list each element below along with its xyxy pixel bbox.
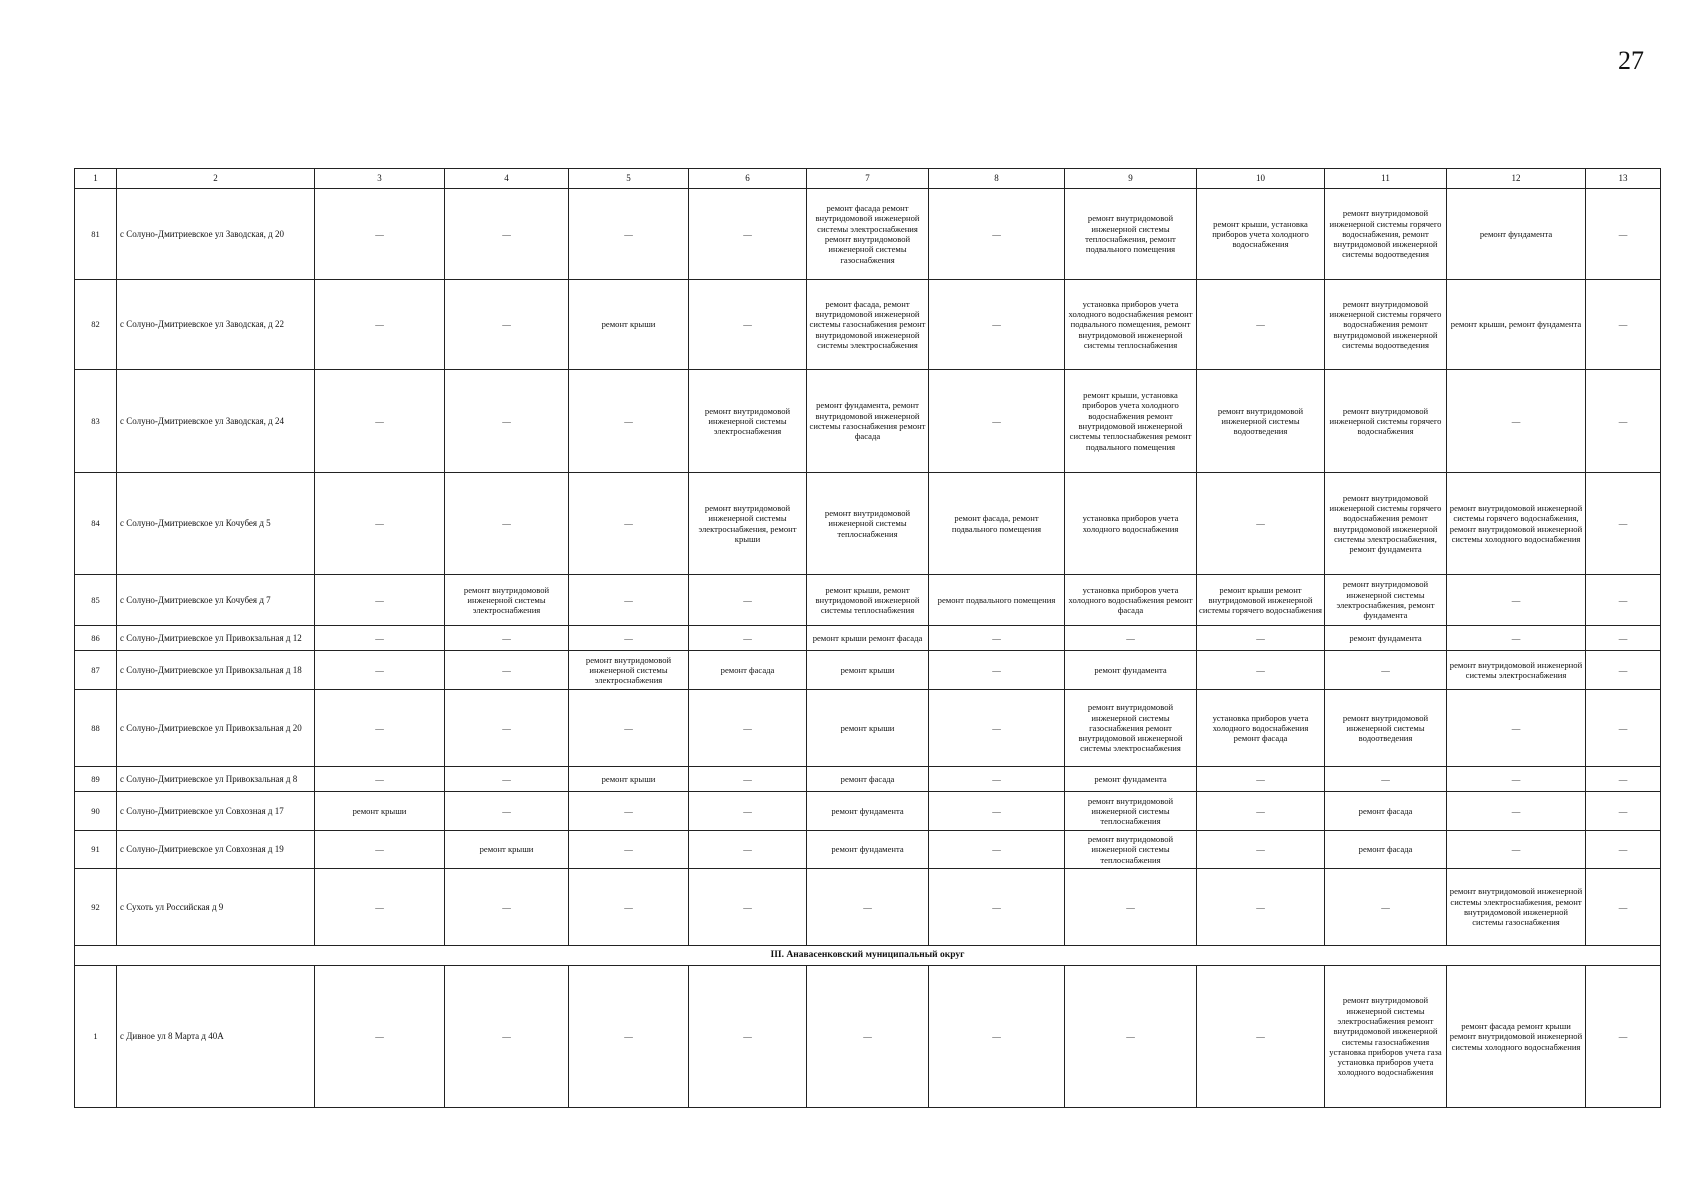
table-row [75,370,1661,473]
col-12-cell: ремонт фундамента [1447,189,1586,280]
dash-mark: — [992,773,1001,784]
col-5-cell [569,473,689,575]
dash-mark: — [1126,1031,1135,1042]
col-8-cell [929,280,1065,370]
dash-mark: — [1381,773,1390,784]
col-3-cell [315,473,445,575]
address-cell: с Солуно-Дмитриевское ул Заводская, д 24 [117,370,315,473]
col-13-cell [1586,189,1661,280]
table-row [75,966,1661,1108]
dash-mark: — [1618,1031,1628,1042]
col-7-cell: ремонт фундамента [807,831,929,869]
dash-mark: — [375,228,384,239]
col-9-cell [1065,966,1197,1108]
col-4-cell: ремонт внутридомовой инженерной системы электроснабжения [445,575,569,626]
dash-mark: — [1618,805,1628,816]
dash-mark: — [1126,901,1135,912]
dash-mark: — [1381,901,1390,912]
col-10-cell [1197,869,1325,946]
dash-mark: — [863,1031,872,1042]
table-row [75,651,1661,690]
dash-mark: — [624,844,633,855]
col-7-cell: ремонт фасада [807,767,929,792]
dash-mark: — [375,632,384,643]
col-12-cell: ремонт крыши, ремонт фундамента [1447,280,1586,370]
col-10-cell [1197,767,1325,792]
dash-mark: — [375,722,384,733]
col-10-cell [1197,473,1325,575]
dash-mark: — [1256,518,1265,529]
address-cell: с Сухоть ул Российская д 9 [117,869,315,946]
dash-mark: — [1618,415,1628,426]
dash-mark: — [1618,773,1628,784]
col-7-cell: ремонт фундамента, ремонт внутридомовой инженерной системы газоснабжения ремонт фасада [807,370,929,473]
col-10-cell [1197,651,1325,690]
address-cell: с Солуно-Дмитриевское ул Кочубея д 5 [117,473,315,575]
address-cell: с Солуно-Дмитриевское ул Совхозная д 17 [117,792,315,831]
col-4-cell [445,966,569,1108]
dash-mark: — [502,415,511,426]
col-5-cell [569,575,689,626]
dash-mark: — [992,319,1001,330]
dash-mark: — [743,844,752,855]
dash-mark: — [502,805,511,816]
col-12-cell [1447,370,1586,473]
col-13-cell [1586,690,1661,767]
col-7-cell: ремонт крыши [807,651,929,690]
col-5-cell [569,869,689,946]
col-10-cell [1197,792,1325,831]
col-12-cell [1447,792,1586,831]
col-11-cell: ремонт внутридомовой инженерной системы электроснабжения ремонт внутридомовой инженерной системы газоснабжения установка приборов учета газа установка приборов учета холодного водоснабжения [1325,966,1447,1108]
table-row [75,690,1661,767]
address-cell: с Солуно-Дмитриевское ул Привокзальная д 20 [117,690,315,767]
col-11-cell: ремонт внутридомовой инженерной системы горячего водоснабжения ремонт внутридомовой инженерной системы водоотведения [1325,280,1447,370]
col-10-cell: ремонт крыши, установка приборов учета холодного водоснабжения [1197,189,1325,280]
col-5-cell [569,690,689,767]
dash-mark: — [624,518,633,529]
col-4-cell [445,370,569,473]
col-8-cell: ремонт фасада, ремонт подвального помещения [929,473,1065,575]
address-cell: с Солуно-Дмитриевское ул Заводская, д 20 [117,189,315,280]
col-13-cell [1586,473,1661,575]
col-13-cell [1586,370,1661,473]
dash-mark: — [1511,632,1521,643]
col-12-cell [1447,626,1586,651]
col-5-cell [569,370,689,473]
col-5-cell: ремонт крыши [569,280,689,370]
col-9-cell: установка приборов учета холодного водоснабжения [1065,473,1197,575]
dash-mark: — [992,844,1001,855]
col-5-cell [569,966,689,1108]
col-11-cell [1325,651,1447,690]
col-13-cell [1586,767,1661,792]
row-number-cell: 85 [75,575,117,626]
dash-mark: — [992,722,1001,733]
col-4-cell [445,473,569,575]
column-header: 4 [445,169,569,189]
col-9-cell: ремонт внутридомовой инженерной системы теплоснабжения [1065,792,1197,831]
col-3-cell [315,767,445,792]
dash-mark: — [1618,722,1628,733]
dash-mark: — [743,901,752,912]
col-13-cell [1586,792,1661,831]
col-6-cell [689,626,807,651]
address-cell: с Солуно-Дмитриевское ул Кочубея д 7 [117,575,315,626]
dash-mark: — [992,228,1001,239]
table-row [75,792,1661,831]
column-header: 7 [807,169,929,189]
col-6-cell [689,792,807,831]
col-7-cell: ремонт крыши ремонт фасада [807,626,929,651]
col-3-cell [315,370,445,473]
dash-mark: — [1618,594,1628,605]
dash-mark: — [375,594,384,605]
col-7-cell: ремонт внутридомовой инженерной системы теплоснабжения [807,473,929,575]
col-13-cell [1586,651,1661,690]
dash-mark: — [992,805,1001,816]
col-13-cell [1586,626,1661,651]
col-9-cell [1065,626,1197,651]
dash-mark: — [375,415,384,426]
dash-mark: — [1256,901,1265,912]
col-6-cell: ремонт внутридомовой инженерной системы электроснабжения, ремонт крыши [689,473,807,575]
col-3-cell: ремонт крыши [315,792,445,831]
dash-mark: — [624,722,633,733]
dash-mark: — [992,664,1001,675]
address-cell: с Солуно-Дмитриевское ул Совхозная д 19 [117,831,315,869]
dash-mark: — [1256,632,1265,643]
col-4-cell [445,869,569,946]
section-title: III. Анавасенковский муниципальный округ [75,946,1661,966]
dash-mark: — [1256,773,1265,784]
column-header: 12 [1447,169,1586,189]
col-6-cell [689,767,807,792]
column-header: 5 [569,169,689,189]
dash-mark: — [743,805,752,816]
column-header: 8 [929,169,1065,189]
dash-mark: — [624,632,633,643]
col-13-cell [1586,280,1661,370]
row-number-cell: 81 [75,189,117,280]
col-3-cell [315,626,445,651]
col-8-cell [929,792,1065,831]
dash-mark: — [743,773,752,784]
col-5-cell: ремонт крыши [569,767,689,792]
table-row [75,767,1661,792]
col-4-cell [445,189,569,280]
col-3-cell [315,966,445,1108]
col-10-cell: ремонт внутридомовой инженерной системы водоотведения [1197,370,1325,473]
col-12-cell: ремонт внутридомовой инженерной системы горячего водоснабжения, ремонт внутридомовой инженерной системы холодного водоснабжения [1447,473,1586,575]
col-9-cell: ремонт крыши, установка приборов учета холодного водоснабжения ремонт внутридомовой инженерной системы теплоснабжения ремонт подвального помещения [1065,370,1197,473]
col-8-cell [929,767,1065,792]
dash-mark: — [1618,319,1628,330]
dash-mark: — [1381,664,1390,675]
column-header: 11 [1325,169,1447,189]
dash-mark: — [1511,722,1521,733]
col-4-cell [445,280,569,370]
col-11-cell: ремонт внутридомовой инженерной системы горячего водоснабжения ремонт внутридомовой инженерной системы электроснабжения, ремонт фундамента [1325,473,1447,575]
col-11-cell: ремонт внутридомовой инженерной системы водоотведения [1325,690,1447,767]
col-12-cell [1447,831,1586,869]
col-6-cell [689,831,807,869]
col-12-cell: ремонт внутридомовой инженерной системы электроснабжения, ремонт внутридомовой инженерной системы газоснабжения [1447,869,1586,946]
col-7-cell: ремонт фасада ремонт внутридомовой инженерной системы электроснабжения ремонт внутридомовой инженерной системы газоснабжения [807,189,929,280]
header-row [75,169,1661,189]
address-cell: с Солуно-Дмитриевское ул Привокзальная д 12 [117,626,315,651]
row-number-cell: 1 [75,966,117,1108]
dash-mark: — [1618,901,1628,912]
table-row [75,280,1661,370]
table-row [75,831,1661,869]
dash-mark: — [502,901,511,912]
page-number: 27 [1618,46,1644,75]
column-header: 13 [1586,169,1661,189]
dash-mark: — [502,518,511,529]
dash-mark: — [375,901,384,912]
col-7-cell: ремонт крыши, ремонт внутридомовой инженерной системы теплоснабжения [807,575,929,626]
address-cell: с Солуно-Дмитриевское ул Заводская, д 22 [117,280,315,370]
column-header: 3 [315,169,445,189]
col-10-cell [1197,626,1325,651]
col-4-cell: ремонт крыши [445,831,569,869]
dash-mark: — [743,228,752,239]
col-11-cell: ремонт фасада [1325,831,1447,869]
col-12-cell: ремонт фасада ремонт крыши ремонт внутридомовой инженерной системы холодного водоснабжения [1447,966,1586,1108]
col-11-cell: ремонт внутридомовой инженерной системы горячего водоснабжения, ремонт внутридомовой инженерной системы водоотведения [1325,189,1447,280]
section-row [75,946,1661,966]
dash-mark: — [502,1031,511,1042]
column-header: 2 [117,169,315,189]
row-number-cell: 90 [75,792,117,831]
col-6-cell [689,869,807,946]
dash-mark: — [624,594,633,605]
dash-mark: — [1618,228,1628,239]
dash-mark: — [743,1031,752,1042]
col-13-cell [1586,575,1661,626]
dash-mark: — [375,1031,384,1042]
col-3-cell [315,575,445,626]
dash-mark: — [1126,632,1135,643]
col-9-cell: установка приборов учета холодного водоснабжения ремонт подвального помещения, ремонт внутридомовой инженерной системы теплоснабжения [1065,280,1197,370]
dash-mark: — [375,319,384,330]
row-number-cell: 84 [75,473,117,575]
row-number-cell: 92 [75,869,117,946]
dash-mark: — [624,901,633,912]
row-number-cell: 86 [75,626,117,651]
col-8-cell [929,626,1065,651]
col-8-cell [929,966,1065,1108]
col-9-cell: ремонт фундамента [1065,651,1197,690]
col-10-cell: ремонт крыши ремонт внутридомовой инженерной системы горячего водоснабжения [1197,575,1325,626]
col-12-cell [1447,575,1586,626]
col-3-cell [315,690,445,767]
dash-mark: — [502,632,511,643]
col-6-cell [689,280,807,370]
column-header: 6 [689,169,807,189]
dash-mark: — [375,518,384,529]
dash-mark: — [624,805,633,816]
col-6-cell: ремонт внутридомовой инженерной системы электроснабжения [689,370,807,473]
dash-mark: — [624,228,633,239]
col-13-cell [1586,869,1661,946]
row-number-cell: 83 [75,370,117,473]
col-8-cell [929,189,1065,280]
dash-mark: — [502,228,511,239]
dash-mark: — [502,664,511,675]
col-5-cell [569,792,689,831]
col-7-cell [807,966,929,1108]
col-9-cell: установка приборов учета холодного водоснабжения ремонт фасада [1065,575,1197,626]
dash-mark: — [1618,664,1628,675]
col-7-cell: ремонт фасада, ремонт внутридомовой инженерной системы газоснабжения ремонт внутридомовой инженерной системы электроснабжения [807,280,929,370]
address-cell: с Дивное ул 8 Марта д 40А [117,966,315,1108]
col-11-cell: ремонт фасада [1325,792,1447,831]
row-number-cell: 91 [75,831,117,869]
col-9-cell [1065,869,1197,946]
col-5-cell [569,831,689,869]
table-row [75,575,1661,626]
column-header: 1 [75,169,117,189]
col-8-cell: ремонт подвального помещения [929,575,1065,626]
dash-mark: — [1511,773,1521,784]
dash-mark: — [1511,844,1521,855]
table-row [75,473,1661,575]
col-6-cell: ремонт фасада [689,651,807,690]
dash-mark: — [1256,844,1265,855]
col-6-cell [689,966,807,1108]
col-7-cell: ремонт фундамента [807,792,929,831]
col-8-cell [929,651,1065,690]
dash-mark: — [743,594,752,605]
col-11-cell [1325,869,1447,946]
dash-mark: — [992,415,1001,426]
col-9-cell: ремонт внутридомовой инженерной системы теплоснабжения, ремонт подвального помещения [1065,189,1197,280]
dash-mark: — [1618,518,1628,529]
dash-mark: — [1256,805,1265,816]
dash-mark: — [863,901,872,912]
col-3-cell [315,831,445,869]
col-10-cell [1197,966,1325,1108]
column-header: 9 [1065,169,1197,189]
col-12-cell: ремонт внутридомовой инженерной системы электроснабжения [1447,651,1586,690]
col-11-cell: ремонт внутридомовой инженерной системы горячего водоснабжения [1325,370,1447,473]
col-6-cell [689,189,807,280]
dash-mark: — [375,664,384,675]
col-7-cell [807,869,929,946]
col-10-cell: установка приборов учета холодного водоснабжения ремонт фасада [1197,690,1325,767]
dash-mark: — [375,773,384,784]
dash-mark: — [1256,1031,1265,1042]
col-11-cell: ремонт фундамента [1325,626,1447,651]
col-4-cell [445,792,569,831]
table-row [75,626,1661,651]
dash-mark: — [992,1031,1001,1042]
col-4-cell [445,651,569,690]
address-cell: с Солуно-Дмитриевское ул Привокзальная д 8 [117,767,315,792]
col-5-cell: ремонт внутридомовой инженерной системы электроснабжения [569,651,689,690]
dash-mark: — [1256,664,1265,675]
dash-mark: — [1256,319,1265,330]
dash-mark: — [992,632,1001,643]
dash-mark: — [1511,415,1521,426]
col-3-cell [315,280,445,370]
row-number-cell: 88 [75,690,117,767]
col-8-cell [929,370,1065,473]
row-number-cell: 87 [75,651,117,690]
col-13-cell [1586,831,1661,869]
col-13-cell [1586,966,1661,1108]
col-3-cell [315,869,445,946]
dash-mark: — [502,722,511,733]
col-4-cell [445,690,569,767]
col-12-cell [1447,767,1586,792]
col-8-cell [929,869,1065,946]
col-10-cell [1197,831,1325,869]
dash-mark: — [1511,805,1521,816]
dash-mark: — [624,415,633,426]
col-9-cell: ремонт фундамента [1065,767,1197,792]
dash-mark: — [502,773,511,784]
works-table [74,168,1661,1108]
row-number-cell: 82 [75,280,117,370]
col-9-cell: ремонт внутридомовой инженерной системы газоснабжения ремонт внутридомовой инженерной системы электроснабжения [1065,690,1197,767]
address-cell: с Солуно-Дмитриевское ул Привокзальная д 18 [117,651,315,690]
col-8-cell [929,690,1065,767]
dash-mark: — [743,722,752,733]
dash-mark: — [743,319,752,330]
col-8-cell [929,831,1065,869]
table-row [75,869,1661,946]
col-5-cell [569,626,689,651]
col-11-cell [1325,767,1447,792]
col-4-cell [445,626,569,651]
col-6-cell [689,575,807,626]
col-6-cell [689,690,807,767]
dash-mark: — [1618,844,1628,855]
col-4-cell [445,767,569,792]
col-5-cell [569,189,689,280]
dash-mark: — [743,632,752,643]
col-3-cell [315,651,445,690]
row-number-cell: 89 [75,767,117,792]
dash-mark: — [375,844,384,855]
dash-mark: — [502,319,511,330]
col-7-cell: ремонт крыши [807,690,929,767]
dash-mark: — [992,901,1001,912]
col-9-cell: ремонт внутридомовой инженерной системы теплоснабжения [1065,831,1197,869]
table-row [75,189,1661,280]
col-11-cell: ремонт внутридомовой инженерной системы электроснабжения, ремонт фундамента [1325,575,1447,626]
col-12-cell [1447,690,1586,767]
col-3-cell [315,189,445,280]
dash-mark: — [1511,594,1521,605]
col-10-cell [1197,280,1325,370]
column-header: 10 [1197,169,1325,189]
dash-mark: — [624,1031,633,1042]
dash-mark: — [1618,632,1628,643]
